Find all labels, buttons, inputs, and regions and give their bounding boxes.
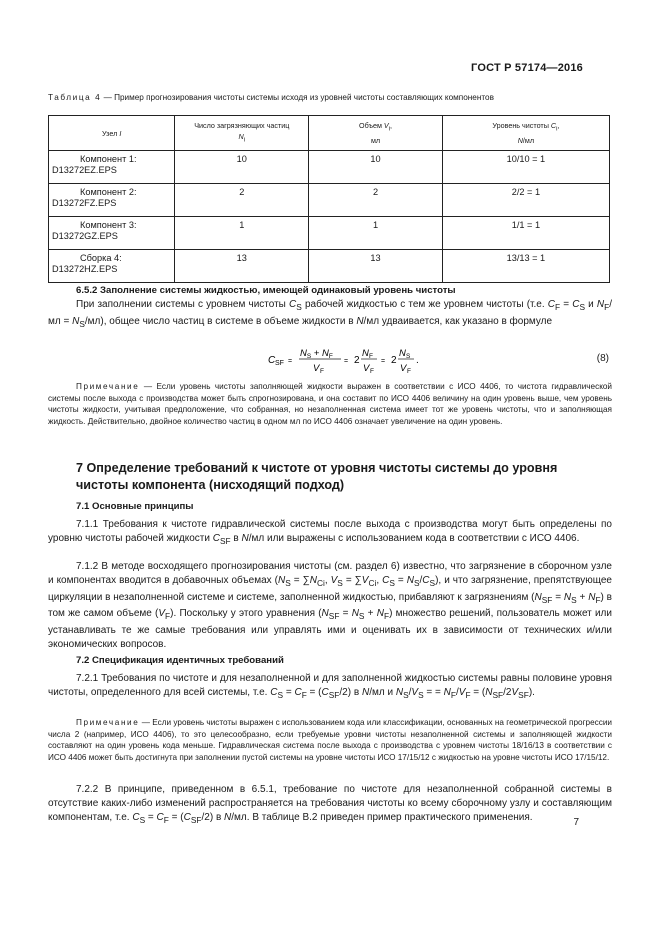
svg-text:NS + NF: $N_S + N_F$: [300, 348, 333, 360]
paragraph-7-2-1: 7.2.1 Требования по чистоте и для незаполненной и для заполненной жидкостью системы равны половине уровня чистоты, определенного для всей системы, т.е. $C_S = C_F = (C_{SF}/2)$ в N/мл и $N_S/V_S$ = = $N_F/V_F = (N_{SF}/2V_{SF})$.: [48, 673, 612, 700]
note2-label: Примечание: [76, 718, 140, 727]
svg-text:.: .: [416, 355, 419, 366]
svg-text:S: S: [406, 353, 411, 360]
paragraph-7-2-2: 7.2.2 В принципе, приведенном в 6.5.1, требование по чистоте для незаполненной собранной системы в отсутствие каких-либо изменений распространяется на требования чистоты ко всему сборочному узлу и составляющим компонентам, т.е. $C_S = C_F = (C_{SF}/2)$ в N/мл. В таблице В.2 приведен пример практического применения.: [48, 784, 612, 825]
cell-volume: 13: [309, 250, 443, 283]
heading-6-5-2: 6.5.2 Заполнение системы жидкостью, имеющей одинаковый уровень чистоты: [76, 285, 456, 296]
header-particle-count: Число загрязняющих частиц $N_i$: [175, 116, 309, 151]
cell-cleanliness: 13/13 = 1: [442, 250, 609, 283]
cell-count: 1: [175, 217, 309, 250]
header-cleanliness: Уровень чистоты $C_i$, N/мл: [442, 116, 609, 151]
table-caption-text: — Пример прогнозирования чистоты системы исходя из уровней чистоты составляющих компонентов: [101, 93, 494, 102]
node-line1: Компонент 2:: [80, 187, 137, 197]
note2-text: — Если уровень чистоты выражен с использованием кода или классификации, основанных на геометрической прогрессии числа 2 (например, ИСО 4406), то это целесообразно, если требуемые уровни чистоты незаполненной системы и заполняющей жидкости составляют на один уровень кода меньше. Гидравлическая система после выхода с производства с уровнем чистоты 18/16/13 в соответствии с ИСО 4406 может быть достигнута при заполнении пустой системы на уровне чистоты ИСО 17/15/12 с жидкостью на уровне чистоты ИСО 17/15/12.: [48, 718, 612, 762]
equation-number: (8): [596, 353, 609, 364]
cell-cleanliness: 10/10 = 1: [442, 151, 609, 184]
svg-text:=: =: [344, 358, 349, 365]
paragraph-7-1-2: 7.1.2 В методе восходящего прогнозирования чистоты (см. раздел 6) известно, что загрязнение в сборочном узле и компонентах вводится в добавочных объемах ($N_S = \sum N_{Ci}$, $V_S = \sum V_{Ci}$, $C_S = N_S/C_S$), и что загрязнение, препятствующее циркуляции в незаполненной системе и системе, заполненной жидкостью, прибавляют к загрязнениям $(N_{SF} = N_S + N_F)$ в том же самом объеме $(V_F)$. Поскольку у этого уравнения $(N_{SF} = N_S + N_F)$ множество решений, пользователь может или устанавливать те же самые требования или управлять ими и оценивать их в зависимости от технических и/или экономических вопросов.: [48, 561, 612, 650]
note-text: — Если уровень чистоты заполняющей жидкости выражен в соответствии с ИСО 4406, то чистота гидравлической системы после выхода с производства может быть спрогнозирована, и она составит по ИСО 4406 величину на один уровень выше, чем уровень чистоты жидкости, учитывая предположение, что собранная, но незаполненная система имеет тот же уровень чистоты, что и заполняющая жидкость. Действительно, двойное количество частиц в одном мл по ИСО 4406 означает увеличение на один уровень.: [48, 382, 612, 426]
standard-number: ГОСТ Р 57174—2016: [471, 62, 583, 74]
svg-text:F: F: [320, 368, 324, 375]
cell-node: [49, 217, 175, 250]
svg-text:V: V: [400, 363, 407, 374]
table-row: [49, 217, 610, 250]
node-line2: D13272HZ.EPS: [52, 264, 118, 274]
note-7-2-1: [48, 717, 612, 763]
node-line1: Компонент 3:: [80, 220, 137, 230]
cell-cleanliness: 1/1 = 1: [442, 217, 609, 250]
table-row: [49, 250, 610, 283]
node-line2: D13272FZ.EPS: [52, 198, 117, 208]
cell-count: 13: [175, 250, 309, 283]
cell-volume: 1: [309, 217, 443, 250]
svg-text:2: 2: [391, 355, 397, 366]
heading-7-1: 7.1 Основные принципы: [76, 501, 194, 512]
svg-text:C: C: [268, 355, 276, 366]
svg-text:=: =: [288, 358, 293, 365]
node-line1: Сборка 4:: [80, 253, 122, 263]
svg-text:=: =: [381, 358, 386, 365]
svg-text:F: F: [369, 353, 373, 360]
cell-count: 2: [175, 184, 309, 217]
cell-volume: 10: [309, 151, 443, 184]
table-body: [49, 151, 610, 283]
heading-section-7: 7 Определение требований к чистоте от уровня чистоты системы до уровня чистоты компонента (нисходящий подход): [76, 461, 558, 492]
cell-node: [49, 250, 175, 283]
formula-8: [266, 342, 466, 376]
note-6-5-2: [48, 381, 612, 427]
table-header-row: [49, 116, 610, 151]
table-caption: [48, 93, 608, 102]
table-caption-label: Таблица 4: [48, 93, 102, 102]
table-row: [49, 184, 610, 217]
paragraph-6-5-2: При заполнении системы с уровнем чистоты $C_S$ рабочей жидкостью с тем же уровнем чистоты (т.е. $C_F = C_S$ и $N_F/мл = N_S/мл$), общее число частиц в системе в объеме жидкости в N/мл удваивается, как указано в формуле: [48, 299, 613, 329]
cell-node: [49, 151, 175, 184]
svg-text:F: F: [407, 368, 411, 375]
svg-text:N: N: [399, 348, 406, 359]
svg-text:N: N: [362, 348, 369, 359]
table-row: [49, 151, 610, 184]
header-volume: Объем $V_i$, мл: [309, 116, 443, 151]
page-number: 7: [573, 817, 579, 828]
cell-volume: 2: [309, 184, 443, 217]
note-label: Примечание: [76, 382, 140, 391]
cell-count: 10: [175, 151, 309, 184]
node-line1: Компонент 1:: [80, 154, 137, 164]
heading-7-2: 7.2 Спецификация идентичных требований: [76, 655, 284, 666]
svg-text:V: V: [363, 363, 370, 374]
svg-text:F: F: [370, 368, 374, 375]
svg-text:SF: SF: [275, 360, 284, 367]
cell-cleanliness: 2/2 = 1: [442, 184, 609, 217]
svg-text:2: 2: [354, 355, 360, 366]
node-line2: D13272EZ.EPS: [52, 165, 117, 175]
header-node: Узел I: [49, 116, 175, 151]
svg-text:V: V: [313, 363, 320, 374]
node-line2: D13272GZ.EPS: [52, 231, 118, 241]
paragraph-7-1-1: 7.1.1 Требования к чистоте гидравлической системы после выхода с производства могут быть определены по уровню чистоты рабочей жидкости $C_{SF}$ в N/мл или выражены с использованием кода в соответствии с ИСО 4406.: [48, 519, 612, 546]
cell-node: [49, 184, 175, 217]
components-table: [48, 115, 610, 283]
